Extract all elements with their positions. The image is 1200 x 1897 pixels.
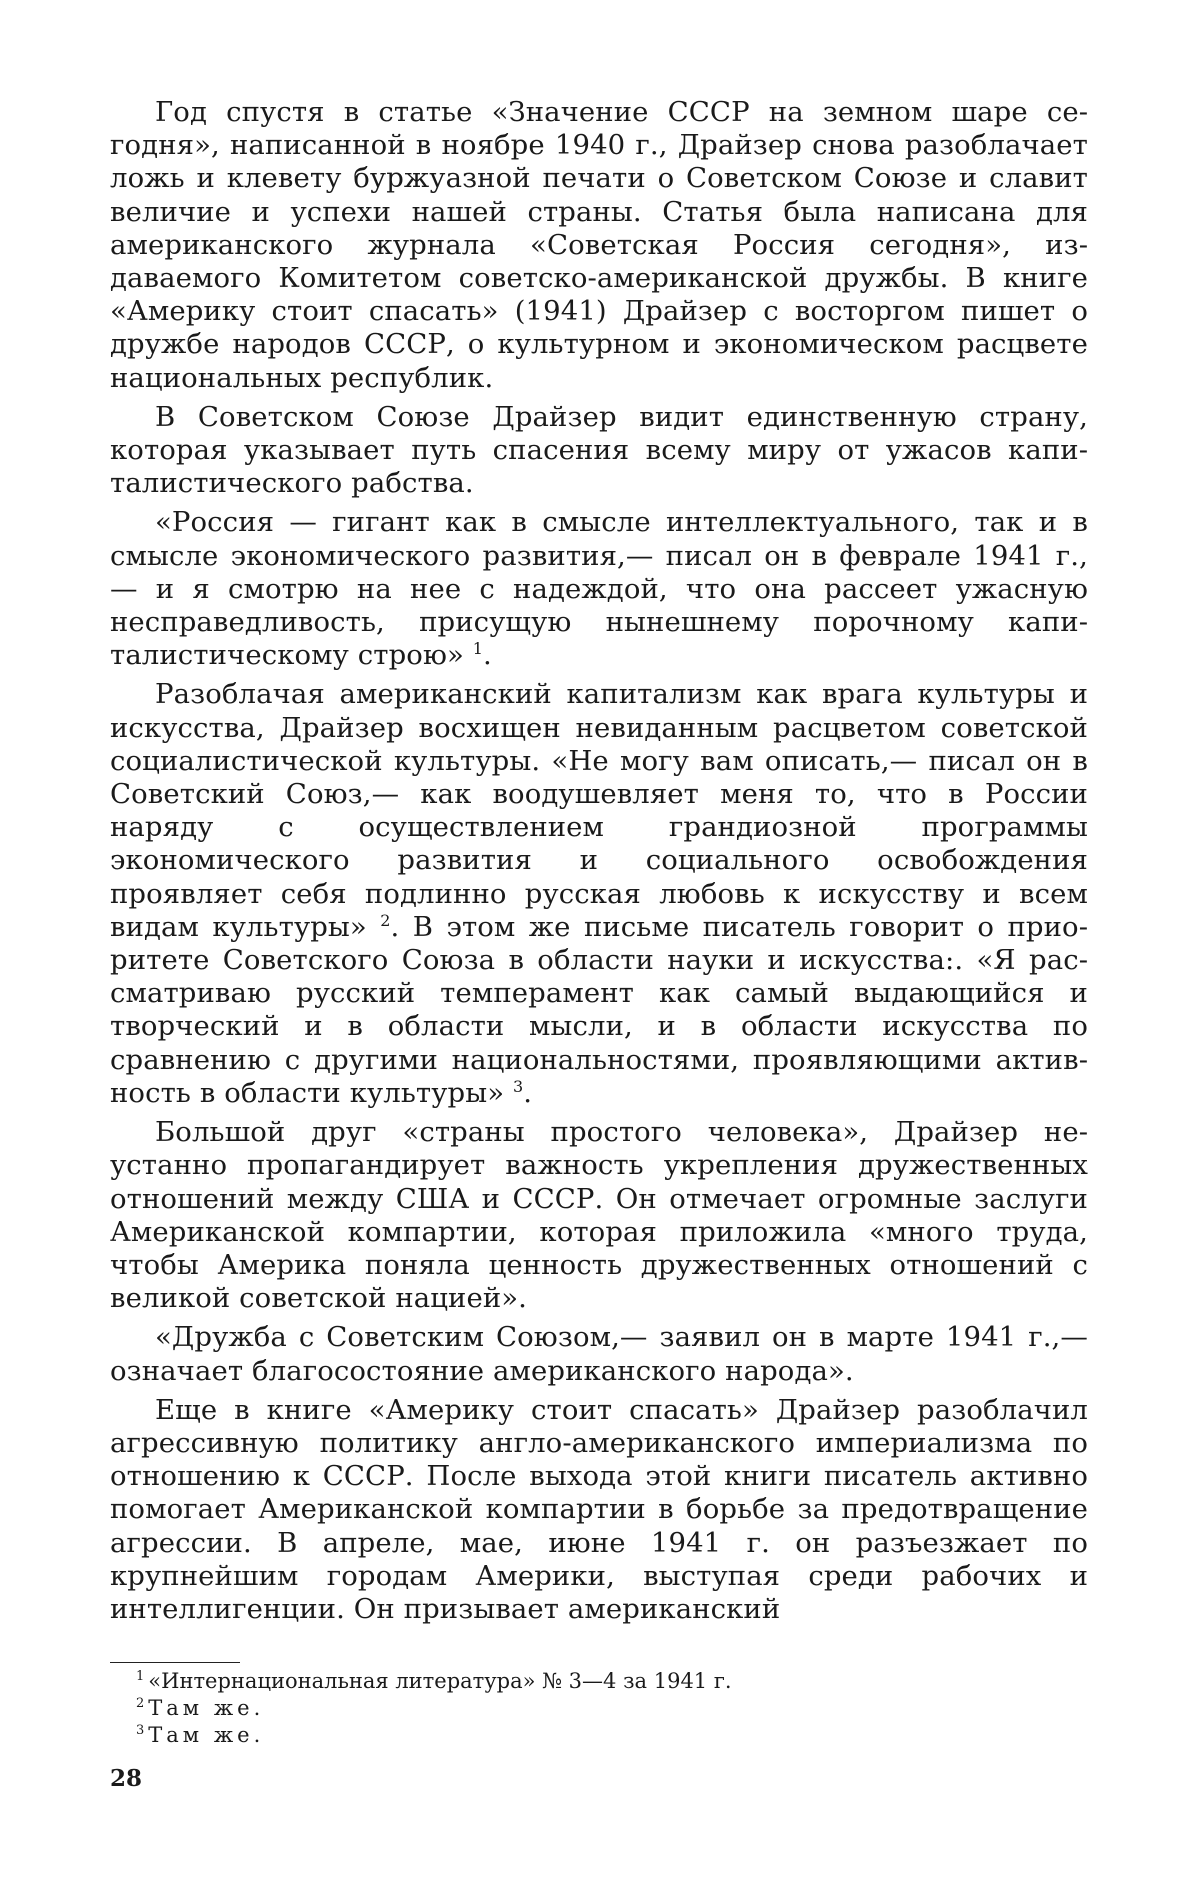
paragraph-end: . <box>523 1076 533 1109</box>
footnote-reference: 2 <box>380 910 391 930</box>
footnote-text: Там же. <box>148 1696 265 1720</box>
footnote-text: Там же. <box>148 1723 265 1747</box>
footnote <box>136 1695 1036 1722</box>
paragraph-text: «Россия — гигант как в смысле интеллектуального, так и в смысле экономического развития,— писал он в феврале 1941 г.,— и я смотрю на нее с надеждой, что она рассеет ужасную несправедливость, присущую нынешнему порочному капиталистическому строю» <box>110 506 1088 672</box>
paragraph: Большой друг «страны простого человека», Драйзер неустанно пропагандирует важность укрепления дружественных отношений между США и СССР. Он отмечает огромные заслуги Американской компартии, которая приложила «много труда, чтобы Америка поняла ценность дружественных отношений с великой советской нацией». <box>110 1116 1088 1315</box>
footnote-text: «Интернациональная литература» № 3—4 за 1941 г. <box>148 1669 732 1693</box>
footnote-reference: 1 <box>472 639 484 659</box>
footnote-mark: 2 <box>136 1696 145 1711</box>
footnote-reference: 3 <box>512 1076 524 1096</box>
paragraph <box>110 506 1088 672</box>
footnote-mark: 1 <box>136 1669 145 1684</box>
paragraph-text: . В этом же письме писатель говорит о приоритете Советского Союза в области науки и искусства:. «Я рассматриваю русский темперамент как самый выдающийся и творческий и в области мысли, и в области искусства по сравнению с другими национальностями, проявляющими активность в области культуры» <box>110 910 1088 1109</box>
footnotes <box>136 1668 1036 1749</box>
footnote-divider <box>110 1662 240 1663</box>
paragraph <box>110 678 1088 1110</box>
footnote <box>136 1722 1036 1749</box>
paragraph: Год спустя в статье «Значение СССР на земном шаре сегодня», написанной в ноябре 1940 г., Драйзер снова разоблачает ложь и клевету буржуазной печати о Советском Союзе и славит величие и успехи нашей страны. Статья была написана для американского журнала «Советская Россия сегодня», издаваемого Комитетом советско-американской дружбы. В книге «Америку стоит спасать» (1941) Драйзер с восторгом пишет о дружбе народов СССР, о культурном и экономическом расцвете национальных республик. <box>110 96 1088 394</box>
paragraph-text: Разоблачая американский капитализм как врага культуры и искусства, Драйзер восхищен невиданным расцветом советской социалистической культуры. «Не могу вам описать,— писал он в Советский Союз,— как воодушевляет меня то, что в России наряду с осуществлением грандиозной программы экономического развития и социального освобождения проявляет себя подлинно русская любовь к искусству и всем видам культуры» <box>110 678 1088 943</box>
paragraph: Еще в книге «Америку стоит спасать» Драйзер разоблачил агрессивную политику англо-американского империализма по отношению к СССР. После выхода этой книги писатель активно помогает Американской компартии в борьбе за предотвращение агрессии. В апреле, мае, июне 1941 г. он разъезжает по крупнейшим городам Америки, выступая среди рабочих и интеллигенции. Он призывает американский <box>110 1393 1088 1625</box>
paragraph: «Дружба с Советским Союзом,— заявил он в марте 1941 г.,— означает благосостояние американского народа». <box>110 1321 1088 1387</box>
footnote-mark: 3 <box>136 1723 145 1738</box>
page-number: 28 <box>110 1765 143 1792</box>
paragraph: В Советском Союзе Драйзер видит единственную страну, которая указывает путь спасения всему миру от ужасов капиталистического рабства. <box>110 400 1088 500</box>
footnote <box>136 1668 1036 1695</box>
main-text <box>110 96 1088 1632</box>
paragraph-end: . <box>483 639 492 672</box>
